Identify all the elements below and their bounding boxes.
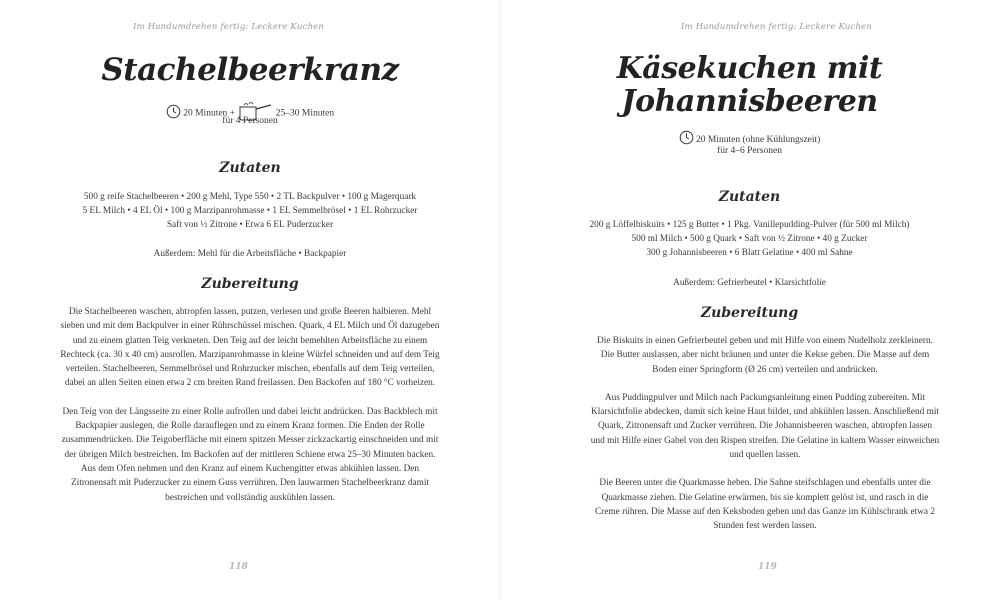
method-paragraph: Die Biskuits in einen Gefrierbeutel geben und mit Hilfe von einem Nudelholz zerkleinern. Die Butter auslassen, aber nicht bräunen und unter die Kekse geben. Die Masse auf dem Boden einer Springform (Ø 26 cm) verteilen und andrücken. (597, 336, 933, 375)
method-paragraph: Aus Puddingpulver und Milch nach Packungsanleitung einen Pudding zubereiten. Mit Klarsichtfolie abdecken, damit sich keine Haut bildet, und abkühlen lassen. Anschließend mit Quark, Zitronensaft und Zucker verrühren. Die Johannisbeeren waschen, abtropfen lassen und mit Hilfe einer Gabel von den Rispen streifen. Die Gelatine in kaltem Wasser einweichen und quellen lassen. (590, 392, 940, 461)
page-number: 119 (758, 562, 777, 572)
recipe-meta (500, 130, 999, 158)
ingredients-line: 200 g Löffelbiskuits • 125 g Butter • 1 Pkg. Vanillepudding-Pulver (für 500 ml Milch) (589, 220, 910, 230)
recipe-meta (0, 100, 500, 128)
running-head: Im Handumdrehen fertig: Leckere Kuchen (681, 22, 873, 32)
ingredients-heading: Zutaten (718, 189, 781, 205)
method-paragraph: Den Teig von der Längsseite zu einer Rolle aufrollen und dabei leicht andrücken. Das Backblech mit Backpapier auslegen, die Rolle darauflegen und zu einem Kranz formen. Die Enden der Rolle zusammendrücken. Die Teigoberfläche mit einem spitzen Messer zickzackartig einschneiden und mit der übrigen Milch bestreichen. Im Backofen auf der mittleren Schiene etwa 25–30 Minuten backen. Aus dem Ofen nehmen und den Kranz auf einem Kuchengitter etwas abkühlen lassen. Den Zitronensaft mit Puderzucker zu einem Guss verrühren. Den lauwarmen Stachelbeerkranz damit bestreichen und vollständig auskühlen lassen. (61, 406, 439, 503)
extras: Außerdem: Mehl für die Arbeitsfläche • Backpapier (153, 249, 347, 259)
method-text (60, 305, 440, 519)
servings: für 4–6 Personen (717, 146, 782, 156)
method-heading: Zubereitung (201, 276, 299, 292)
ingredients-line: 500 ml Milch • 500 g Quark • Saft von ½ Zitrone • 40 g Zucker (631, 234, 868, 244)
method-text (590, 334, 940, 548)
extras: Außerdem: Gefrierbeutel • Klarsichtfolie (673, 278, 826, 288)
prep-time: 20 Minuten + (183, 108, 236, 119)
ingredients-line: 300 g Johannisbeeren • 6 Blatt Gelatine • 400 ml Sahne (646, 248, 853, 258)
ingredients-line: 5 EL Milch • 4 EL Öl • 100 g Marzipanrohmasse • 1 EL Semmelbrösel • 1 EL Rohrzucker (82, 206, 418, 216)
bake-time: 25–30 Minuten (275, 108, 335, 119)
method-paragraph: Die Beeren unter die Quarkmasse heben. Die Sahne steifschlagen und ebenfalls unter die Quarkmasse ziehen. Die Gelatine erwärmen, bis sie komplett gelöst ist, und rasch in die Creme rühren. Die Masse auf den Keksboden geben und das Ganze im Kühlschrank etwa 2 Stunden fest werden lassen. (594, 478, 935, 532)
method-heading: Zubereitung (700, 305, 799, 321)
clock-icon (166, 104, 181, 124)
ingredients-line: Saft von ½ Zitrone • Etwa 6 EL Puderzucker (166, 220, 334, 230)
page-number: 118 (229, 562, 248, 572)
recipe-title-line: Johannisbeeren (621, 84, 878, 119)
prep-time: 20 Minuten (ohne Kühlungszeit) (696, 135, 821, 146)
recipe-title-line: Käsekuchen mit (616, 51, 883, 86)
ingredients-list (500, 218, 999, 260)
right-page (500, 0, 999, 600)
recipe-title (500, 52, 999, 118)
method-paragraph: Die Stachelbeeren waschen, abtropfen lassen, putzen, verlesen und große Beeren halbieren. Mehl sieben und mit dem Backpulver in einer Rührschüssel mischen. Quark, 4 EL Milch und Öl dazugeben und zu einem glatten Teig verkneten. Den Teig auf der leicht bemehlten Arbeitsfläche zu einem Rechteck (ca. 30 x 40 cm) ausrollen. Marzipanrohmasse in kleine Würfel schneiden und auf dem Teig verteilen. Stachelbeeren, Semmelbrösel und Rohrzucker mischen, ebenfalls auf dem Teig verteilen, dabei an allen Seiten einen etwa 2 cm breiten Rand freilassen. Den Backofen auf 180 °C vorheizen. (60, 307, 440, 389)
ingredients-heading: Zutaten (219, 160, 281, 176)
running-head: Im Handumdrehen fertig: Leckere Kuchen (133, 22, 325, 32)
servings: für 4 Personen (222, 116, 278, 126)
ingredients-list (0, 190, 500, 232)
clock-icon (679, 130, 694, 150)
recipe-title: Stachelbeerkranz (101, 52, 399, 88)
ingredients-line: 500 g reife Stachelbeeren • 200 g Mehl, Type 550 • 2 TL Backpulver • 100 g Magerquark (83, 192, 417, 202)
